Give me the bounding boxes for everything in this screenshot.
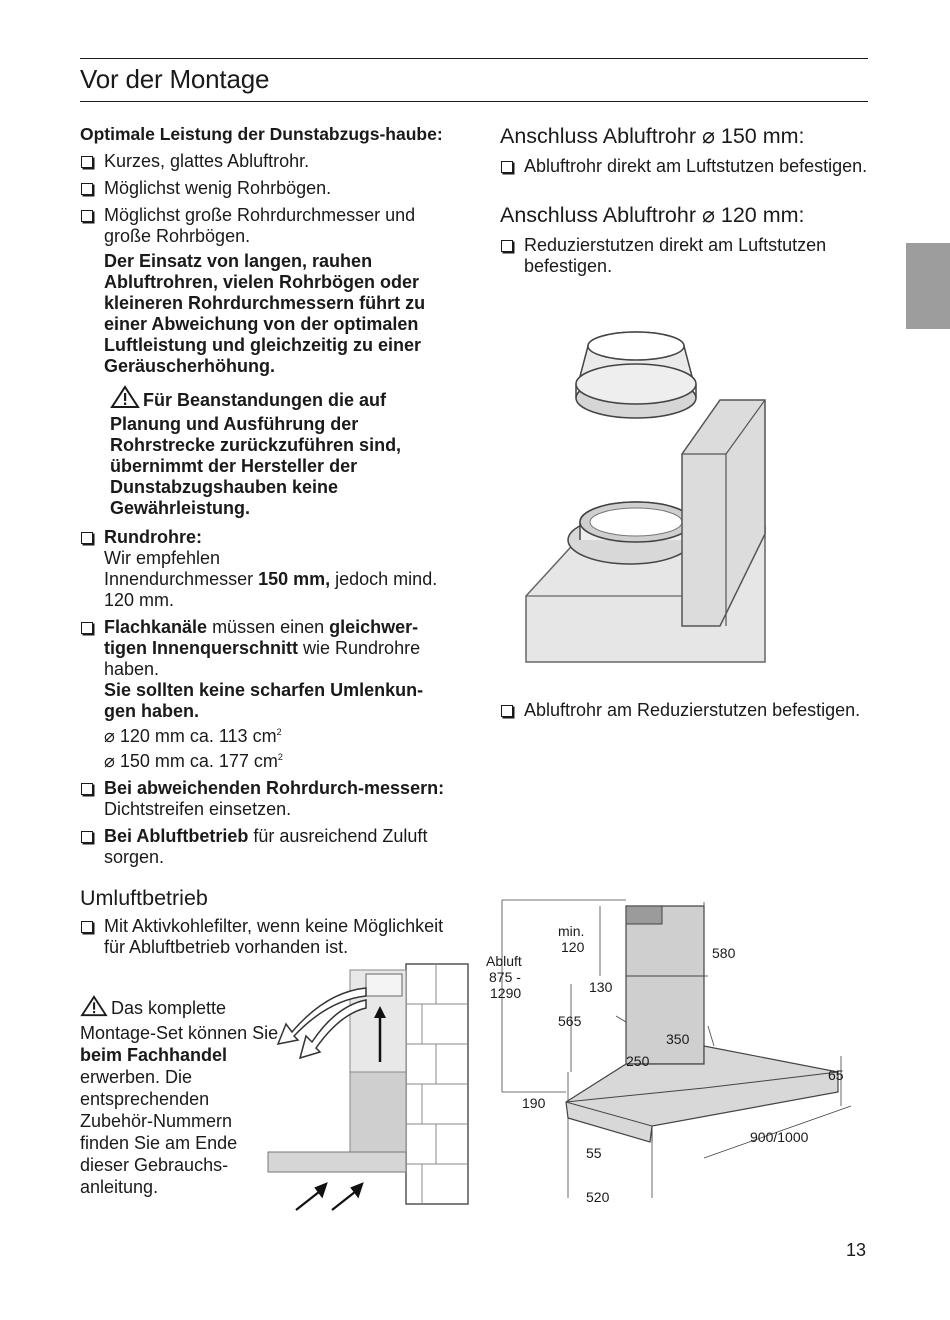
header-rule-bottom <box>80 101 868 102</box>
rundrohre-label: Rundrohre: <box>104 527 202 547</box>
note-bold: beim Fachhandel <box>80 1045 228 1065</box>
abluftbetrieb-bold: Bei Abluftbetrieb <box>104 826 249 846</box>
dim-130: 130 <box>589 979 613 995</box>
superscript: 2 <box>276 727 282 737</box>
area-120: ⌀ 120 mm ca. 113 cm <box>104 726 277 746</box>
umluft-note <box>80 995 280 1198</box>
umluft-heading: Umluftbetrieb <box>80 886 208 910</box>
superscript: 2 <box>277 752 283 762</box>
pipe-list <box>80 527 450 868</box>
flach-label: Flachkanäle <box>104 617 208 637</box>
page-title: Vor der Montage <box>80 64 270 94</box>
dim-250: 250 <box>626 1053 650 1069</box>
page-number: 13 <box>846 1240 867 1260</box>
note-text: erwerben. Die entsprechenden Zubehör-Nummern finden Sie am Ende dieser Gebrauchs-anleitung. <box>80 1067 238 1197</box>
subheading-optimal-performance: Optimale Leistung der Dunstabzugs-haube: <box>80 124 443 144</box>
abweichend-bold: Bei abweichenden Rohrdurch-messern: <box>104 778 445 798</box>
list-item: Mit Aktivkohlefilter, wenn keine Möglichkeit für Abluftbetrieb vorhanden ist. <box>80 916 450 958</box>
recirculation-illustration <box>266 962 470 1212</box>
bold-note: Der Einsatz von langen, rauhen Abluftrohren, vielen Rohrbögen oder kleineren Rohrdurchmessern führt zu einer Abweichung von der optimalen Luftleistung und gleichzeitig zu einer Geräuscherhöhung. <box>104 251 426 376</box>
dim-abluft-label: Abluft <box>486 953 522 969</box>
dim-580: 580 <box>712 945 736 961</box>
rundrohre-text: jedoch mind. 120 mm. <box>104 569 438 610</box>
list-item-abweichend <box>80 778 450 820</box>
flach-bold-note: Sie sollten keine scharfen Umlenkun-gen haben. <box>104 680 424 721</box>
umluft-list <box>80 916 450 964</box>
warning-text: Für Beanstandungen die auf Planung und Ausführung der Rohrstrecke zurückzuführen sind, übernimmt der Hersteller der Dunstabzugshauben keine Gewährleistung. <box>110 390 402 518</box>
flach-text: müssen einen <box>207 617 330 637</box>
list-item-abluftbetrieb <box>80 826 450 868</box>
note-text: Das komplette Montage-Set können Sie <box>80 998 279 1043</box>
chapter-tab-marker <box>906 243 950 329</box>
list-item-flachkanaele <box>80 617 450 772</box>
heading-120mm: Anschluss Abluftrohr ⌀ 120 mm: <box>500 203 805 227</box>
dim-min-label: min. <box>558 923 585 939</box>
dim-900-1000: 900/1000 <box>750 1129 809 1145</box>
dim-190: 190 <box>522 1095 546 1111</box>
warning-triangle-icon <box>110 385 140 414</box>
warning-note <box>80 385 450 519</box>
list-item: Reduzierstutzen direkt am Luftstutzen befestigen. <box>500 235 880 277</box>
abluftbetrieb-text: für ausreichend Zuluft sorgen. <box>104 826 428 867</box>
dim-520: 520 <box>586 1189 610 1205</box>
heading-150mm: Anschluss Abluftrohr ⌀ 150 mm: <box>500 124 805 148</box>
optimal-list <box>80 151 450 247</box>
flach-bold: gleichwer-tigen Innenquerschnitt <box>104 617 419 658</box>
header-rule-top <box>80 58 868 59</box>
warning-triangle-icon <box>80 995 108 1022</box>
list-item-rundrohre <box>80 527 450 611</box>
reducer-illustration <box>520 326 770 666</box>
rundrohre-diameter: 150 mm, <box>258 569 331 589</box>
left-column <box>80 124 450 874</box>
reducer-instruction <box>500 700 880 727</box>
dim-abluft-min: 875 - <box>489 969 521 985</box>
dimension-drawing <box>486 896 866 1214</box>
dim-565: 565 <box>558 1013 582 1029</box>
rundrohre-text: Wir empfehlen <box>104 548 221 568</box>
abweichend-text: Dichtstreifen einsetzen. <box>104 799 292 819</box>
right-column <box>500 124 880 283</box>
list-item: Kurzes, glattes Abluftrohr. <box>80 151 450 172</box>
dim-abluft-max: 1290 <box>490 985 522 1001</box>
list-item: Abluftrohr am Reduzierstutzen befestigen. <box>500 700 880 721</box>
list-item: Möglichst wenig Rohrbögen. <box>80 178 450 199</box>
dim-55: 55 <box>586 1145 602 1161</box>
dim-350: 350 <box>666 1031 690 1047</box>
area-150: ⌀ 150 mm ca. 177 cm <box>104 751 278 771</box>
flach-text: wie Rundrohre haben. <box>104 638 421 679</box>
dim-65: 65 <box>828 1067 844 1083</box>
list-item: Abluftrohr direkt am Luftstutzen befestigen. <box>500 156 880 177</box>
list-item: Möglichst große Rohrdurchmesser und große Rohrbögen. <box>80 205 450 247</box>
rundrohre-text: Innendurchmesser <box>104 569 259 589</box>
dim-min-value: 120 <box>561 939 585 955</box>
